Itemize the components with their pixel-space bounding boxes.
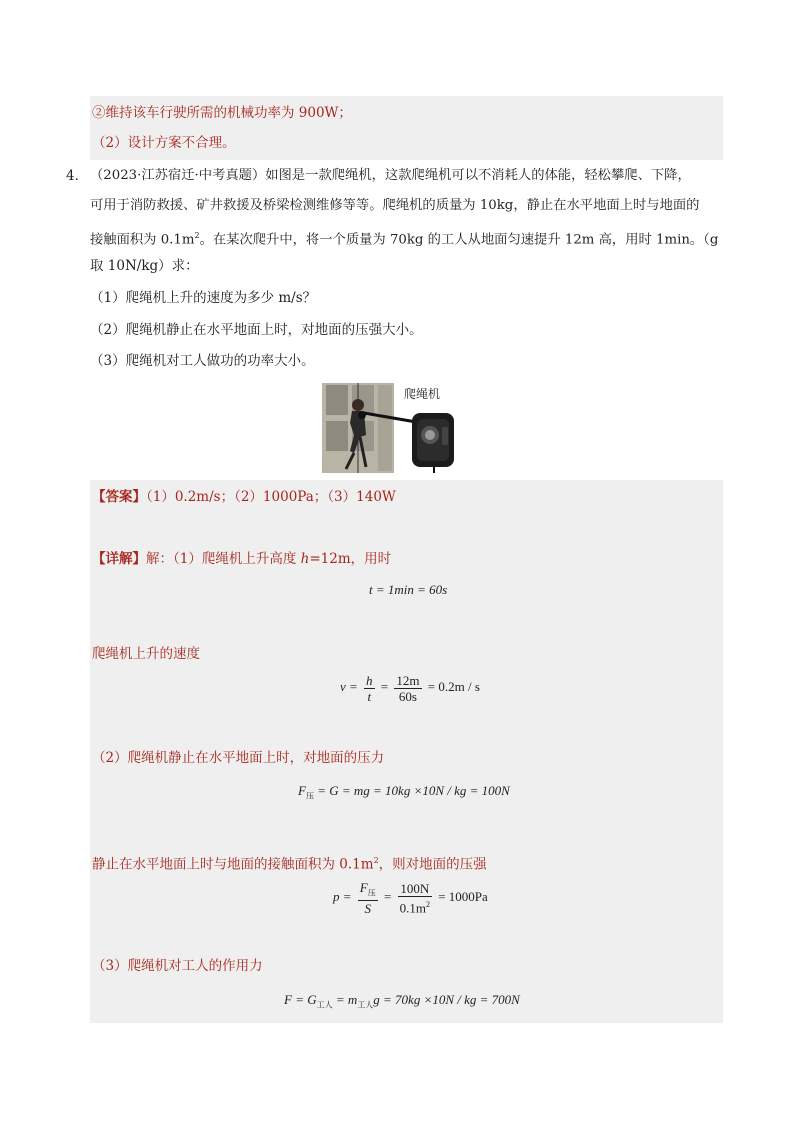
detail-text-contact-area: 静止在水平地面上时与地面的接触面积为 $0.1m^2$，则对地面的压强: [92, 856, 487, 873]
question-number: 4．: [66, 168, 89, 184]
question-line-3: 接触面积为 $0.1m^2$。在某次爬升中，将一个质量为 70kg 的工人从地面匀速提升 12m 高，用时 1min。（g: [90, 231, 719, 248]
sub-question-2: （2）爬绳机静止在水平地面上时，对地面的压强大小。: [90, 322, 423, 338]
prev-answer-line-2: ②维持该车行驶所需的机械功率为 900W；: [92, 105, 352, 121]
sub-question-3: （3）爬绳机对工人做功的功率大小。: [90, 353, 315, 369]
equation-speed: v = $\frac{h}{t}$ = $\frac{12m}{60s}$ = 0.2m / s: [340, 672, 480, 704]
answer-line: 【答案】（1）0.2m/s；（2）1000Pa；（3）140W: [92, 489, 396, 505]
sub-question-1: （1）爬绳机上升的速度为多少 m/s？: [90, 290, 317, 306]
prev-answer-line-3: （2）设计方案不合理。: [92, 135, 236, 151]
question-line-1: （2023·江苏宿迁·中考真题）如图是一款爬绳机，这款爬绳机可以不消耗人的体能，轻松攀爬、下降，: [90, 168, 691, 183]
detail-text-force: （3）爬绳机对工人的作用力: [92, 958, 263, 974]
rope-climber-figure: [322, 383, 460, 473]
equation-pressure-force: $F_压 = G$ = mg = 10kg ×10N / kg = 100N: [298, 783, 510, 801]
equation-force: $F = G_{工人} = m_{工人}g = 70kg \times 10N$ / kg = 700N: [284, 992, 520, 1010]
detail-intro: 【详解】解：（1）爬绳机上升高度 h=12m，用时: [92, 551, 392, 567]
detail-text-pressure-force: （2）爬绳机静止在水平地面上时，对地面的压力: [92, 750, 385, 766]
equation-time: t = 1min = 60s: [369, 582, 448, 597]
question-line-2: 可用于消防救援、矿井救援及桥梁检测维修等等。爬绳机的质量为 10kg，静止在水平地面上时与地面的: [90, 198, 700, 213]
equation-pressure: p = $\frac{F_压}{S}$ = $\frac{100N}{0.1m^2}$ = 1000Pa: [333, 879, 488, 917]
detail-text-speed: 爬绳机上升的速度: [92, 646, 200, 662]
figure-label: 爬绳机: [404, 387, 441, 401]
question-line-4: 取 10N/kg）求：: [90, 258, 199, 274]
